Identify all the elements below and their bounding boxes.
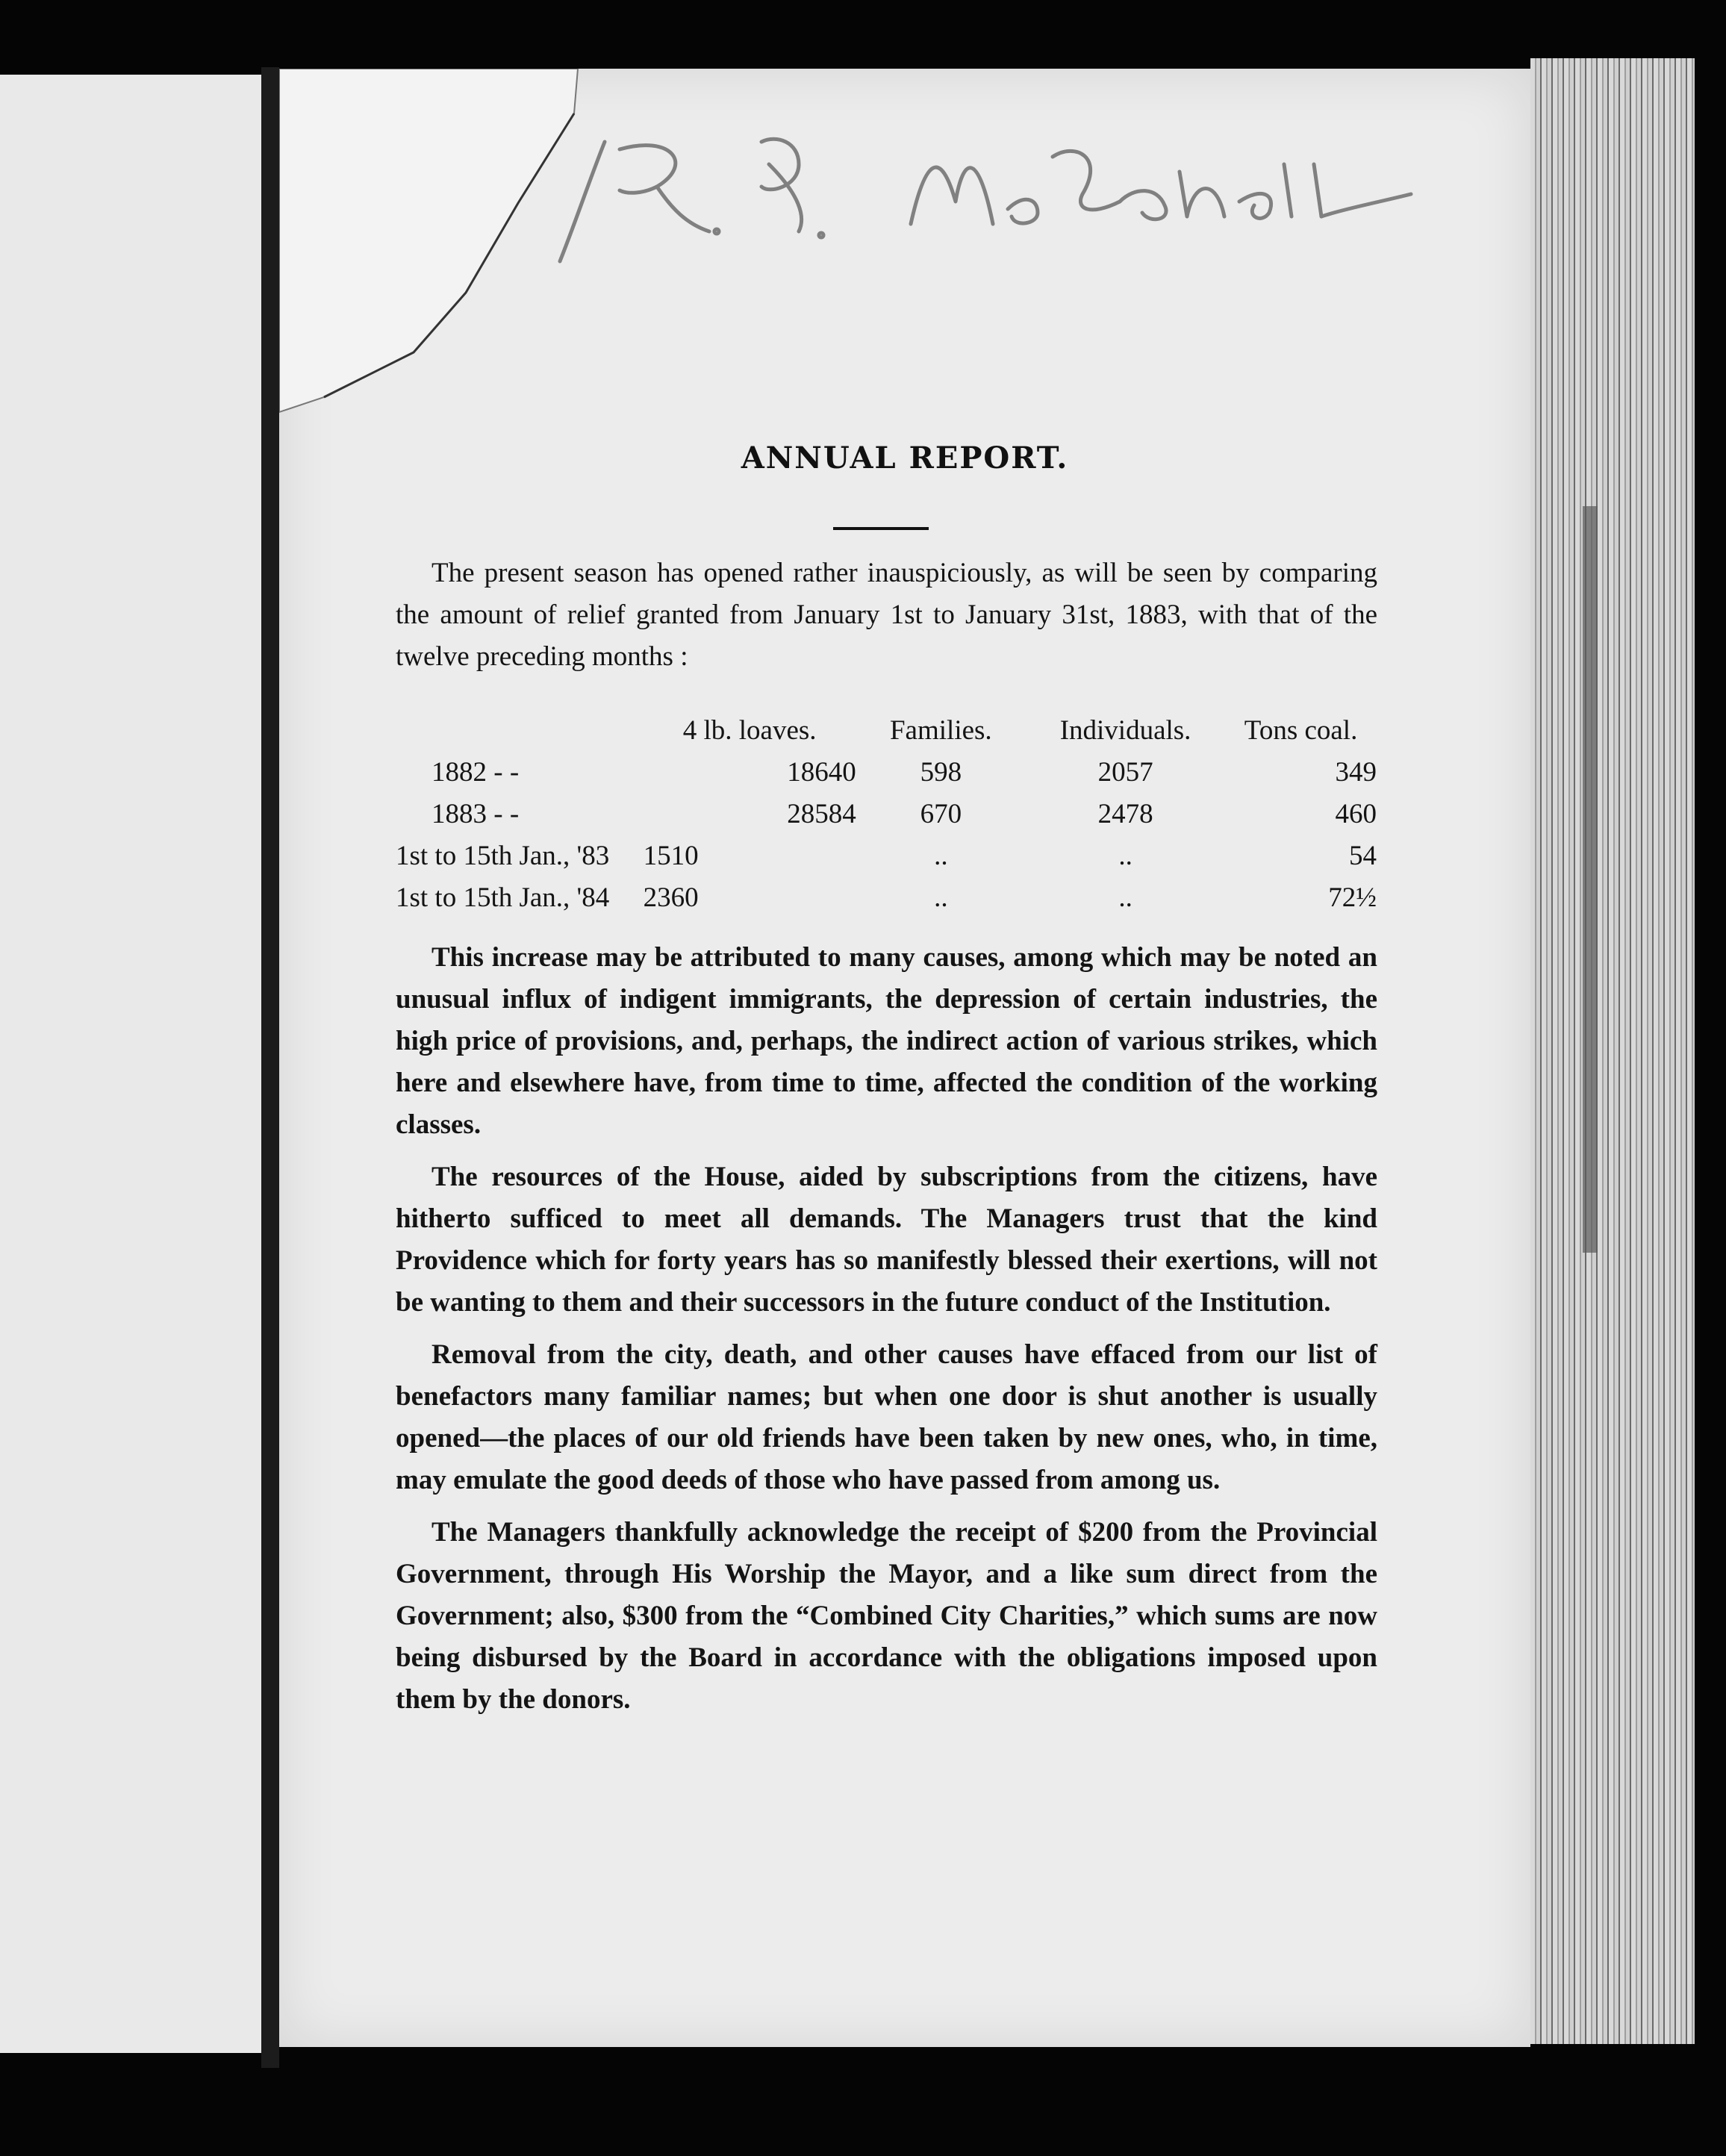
relief-table (396, 709, 1381, 918)
header-individuals: Individuals. (1059, 714, 1191, 746)
row-label: 1882 - - (431, 756, 520, 788)
page-title: ANNUAL REPORT. (741, 440, 1069, 476)
cell-loaves: 1510 (643, 840, 699, 871)
table-row (396, 751, 1381, 793)
row-label: 1883 - - (431, 798, 520, 829)
page-edges (1530, 58, 1695, 2044)
table-row (396, 876, 1381, 918)
cell-individuals: .. (1118, 840, 1133, 871)
cell-coal: 460 (1335, 798, 1377, 829)
cell-individuals: 2478 (1097, 798, 1153, 829)
intro-block (396, 552, 1377, 678)
header-label (396, 709, 644, 751)
cell-families: .. (934, 882, 948, 913)
left-blank-page (0, 75, 261, 2053)
header-loaves: 4 lb. loaves. (682, 714, 817, 746)
cell-individuals: .. (1118, 882, 1133, 913)
cell-coal: 349 (1335, 756, 1377, 788)
paragraph-resources: The resources of the House, aided by subscriptions from the citizens, have hitherto sufficed to meet all demands. The Managers trust that the kind Providence which for forty years has so manifestly blessed their exertions, will not be wanting to them and their successors in the future conduct of the Institution. (396, 1162, 1377, 1318)
body-block (396, 937, 1377, 1721)
header-coal: Tons coal. (1244, 714, 1358, 746)
cell-families: 598 (920, 756, 962, 788)
table-row (396, 835, 1381, 876)
table-row (396, 793, 1381, 835)
cell-individuals: 2057 (1097, 756, 1153, 788)
book-gutter (261, 67, 279, 2068)
edge-shadow (1583, 506, 1598, 1253)
cell-coal: 72½ (1328, 882, 1377, 913)
cell-families: 670 (920, 798, 962, 829)
cell-loaves: 18640 (787, 756, 856, 788)
cell-coal: 54 (1349, 840, 1377, 871)
paragraph-acknowledgement: The Managers thankfully acknowledge the receipt of $200 from the Provincial Government, through His Worship the Mayor, and a like sum direct from the Government; also, $300 from the “Combined City Charities,” which sums are now being disbursed by the Board in accordance with the obligations imposed upon them by the donors. (396, 1517, 1377, 1715)
header-families: Families. (889, 714, 992, 746)
row-label: 1st to 15th Jan., '84 (396, 882, 610, 913)
intro-paragraph: The present season has opened rather inauspiciously, as will be seen by comparing the amount of relief granted from January 1st to January 31st, 1883, with that of the twelve preceding months : (396, 558, 1377, 672)
cell-loaves: 2360 (643, 882, 699, 913)
table-header-row (396, 709, 1381, 751)
row-label: 1st to 15th Jan., '83 (396, 840, 610, 871)
handwritten-signature (448, 112, 1418, 276)
paragraph-increase: This increase may be attributed to many causes, among which may be noted an unusual influx of indigent immigrants, the depression of certain industries, the high price of provisions, and, perhaps, the indirect action of various strikes, which here and elsewhere have, from time to time, affected the condition of the working classes. (396, 942, 1377, 1140)
cell-loaves: 28584 (787, 798, 856, 829)
cell-families: .. (934, 840, 948, 871)
title-rule (833, 527, 929, 530)
paragraph-removal: Removal from the city, death, and other causes have effaced from our list of benefactors many familiar names; but when one door is shut another is usually opened—the places of our old friends have been taken by new ones, who, in time, may emulate the good deeds of those who have passed from among us. (396, 1339, 1377, 1495)
